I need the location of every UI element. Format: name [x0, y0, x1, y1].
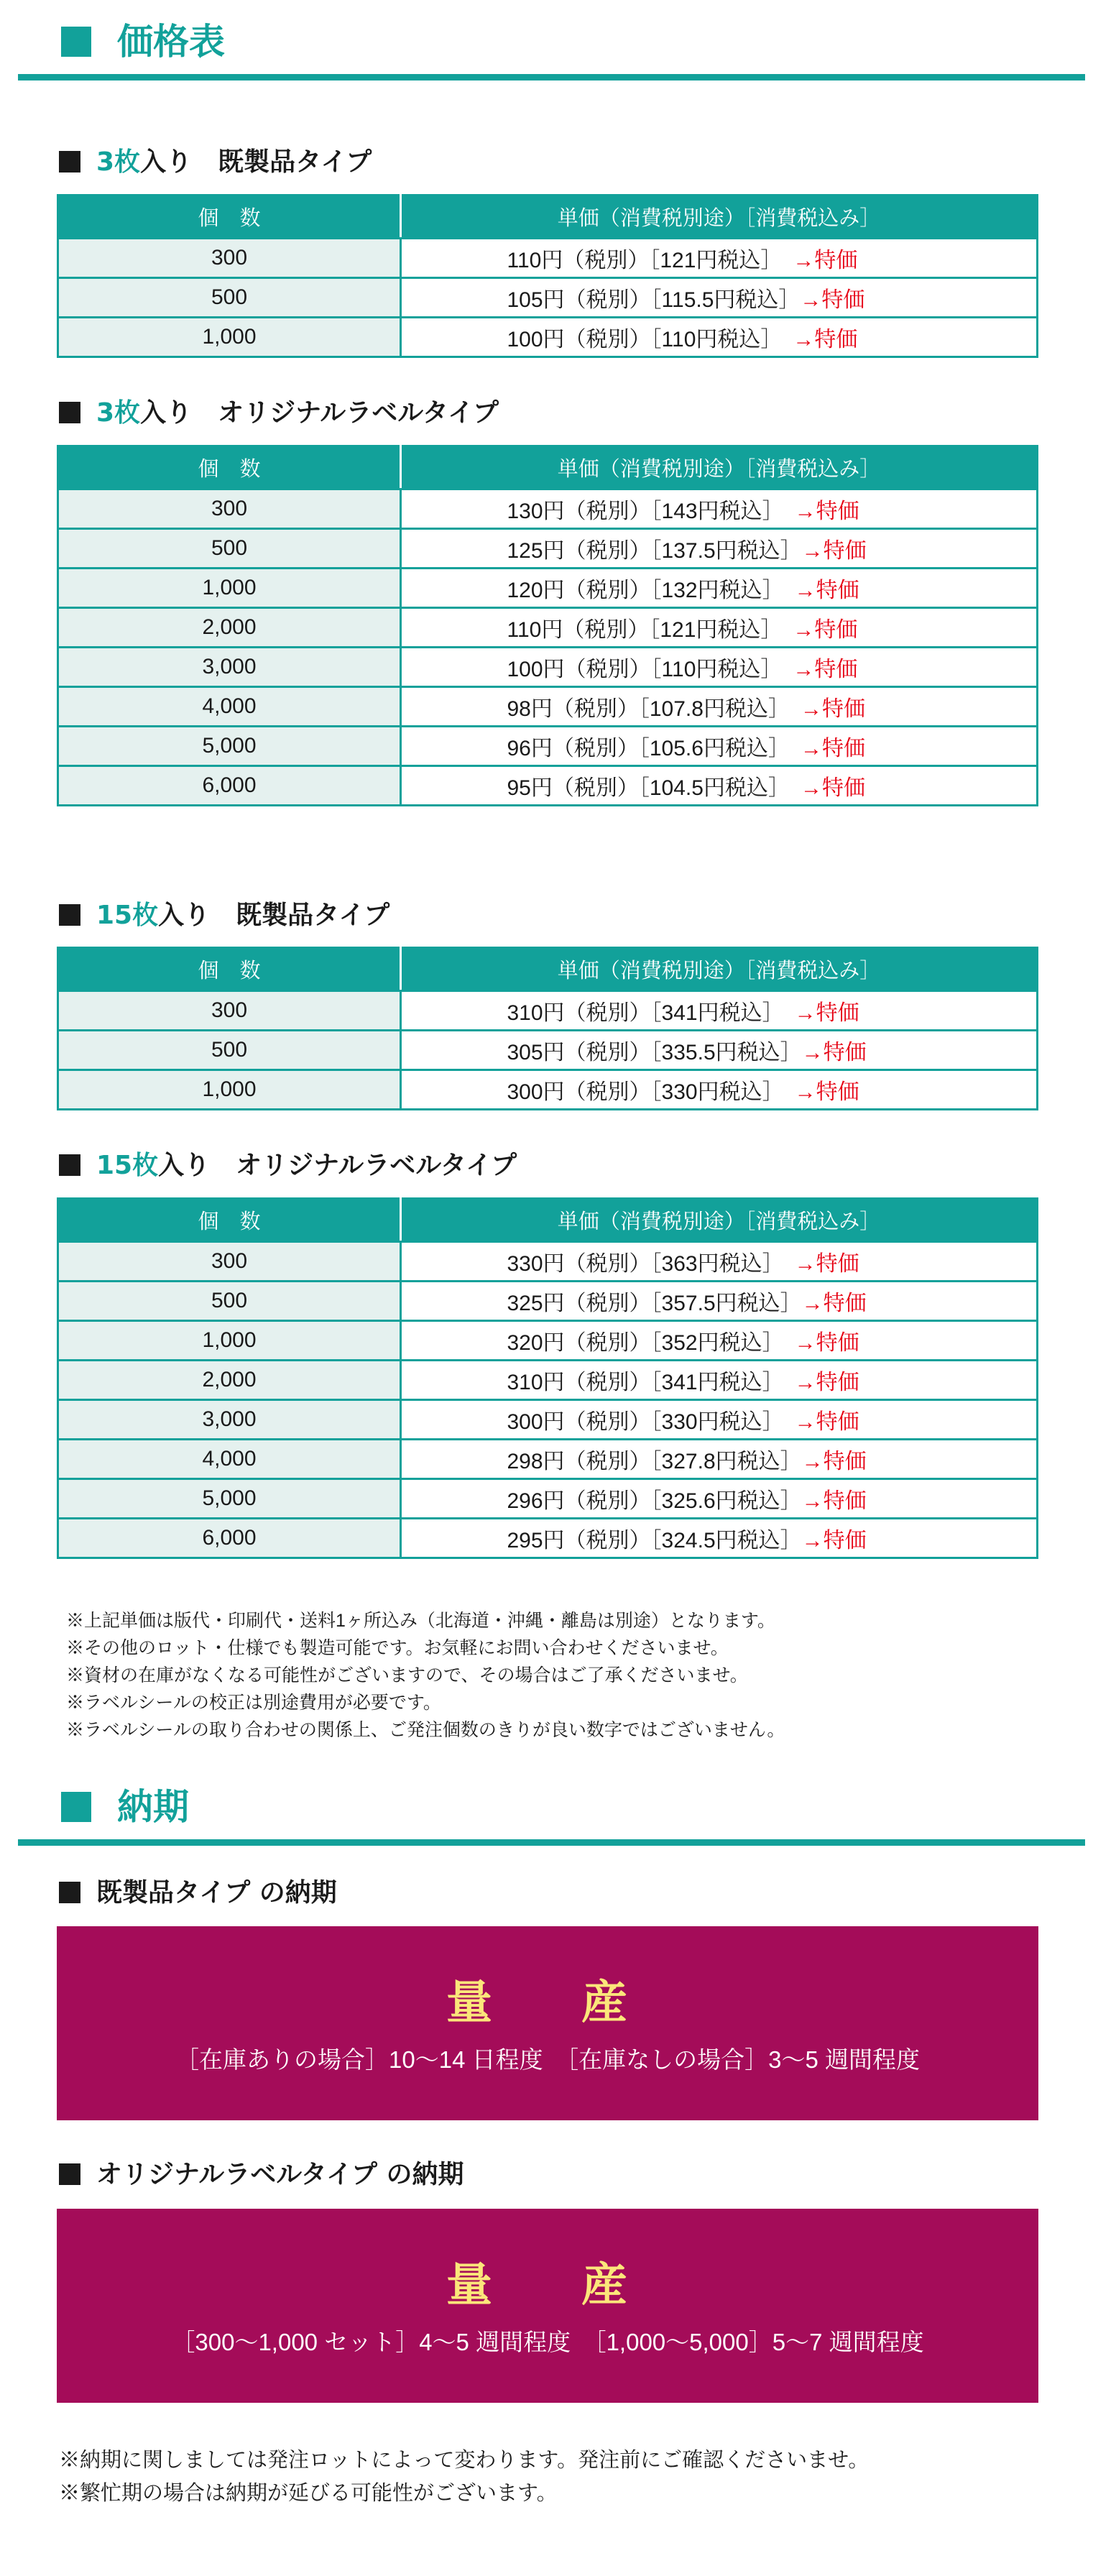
price-value: 96円（税別）［105.6円税込］ — [507, 737, 801, 760]
price-text-block — [507, 533, 931, 564]
price-section-header — [18, 10, 1085, 80]
price-cell — [401, 648, 1038, 687]
price-table — [57, 445, 1038, 806]
special-price-mark: →特価 — [794, 579, 859, 602]
price-value: 120円（税別）［132円税込］ — [507, 579, 795, 602]
special-price-mark: →特価 — [794, 1410, 859, 1434]
price-text-block — [507, 493, 931, 525]
qty-header: 個 数 — [58, 1199, 401, 1242]
price-value: 300円（税別）［330円税込］ — [507, 1410, 795, 1434]
table-header-row — [58, 1199, 1038, 1242]
delivery-section-header — [18, 1775, 1085, 1846]
price-cell — [401, 569, 1038, 608]
special-price-mark: →特価 — [794, 1001, 859, 1025]
price-text-block — [507, 1443, 931, 1475]
price-header: 単価（消費税別途）［消費税込み］ — [401, 1199, 1038, 1242]
qty-cell: 6,000 — [58, 1519, 401, 1558]
table-header-row — [58, 948, 1038, 991]
price-cell — [401, 1242, 1038, 1282]
special-price-mark: →特価 — [794, 1331, 859, 1355]
price-value: 325円（税別）［357.5円税込］ — [507, 1292, 802, 1315]
table-row — [58, 1242, 1038, 1282]
table-header-row — [58, 196, 1038, 239]
qty-header: 個 数 — [58, 196, 401, 239]
delivery-subtitle: 既製品タイプ の納期 — [59, 1873, 337, 1913]
price-cell — [401, 318, 1038, 357]
price-table — [57, 947, 1038, 1110]
table-row — [58, 1321, 1038, 1361]
price-value: 100円（税別）［110円税込］ — [507, 658, 793, 681]
price-cell — [401, 489, 1038, 529]
table-row — [58, 569, 1038, 608]
delivery-footnotes — [59, 2444, 869, 2510]
price-text-block — [507, 1325, 931, 1356]
table-row — [58, 1361, 1038, 1400]
qty-cell: 300 — [58, 1242, 401, 1282]
table-row — [58, 489, 1038, 529]
price-cell — [401, 1031, 1038, 1070]
price-text-block — [507, 1404, 931, 1435]
price-value: 110円（税別）［121円税込］ — [507, 618, 793, 642]
table-row — [58, 687, 1038, 727]
price-text-block — [507, 1246, 931, 1277]
price-value: 330円（税別）［363円税込］ — [507, 1252, 795, 1276]
special-price-mark: →特価 — [794, 500, 859, 523]
qty-cell: 1,000 — [58, 318, 401, 357]
section-square-icon — [61, 27, 91, 57]
price-value: 98円（税別）［107.8円税込］ — [507, 697, 801, 721]
qty-cell: 500 — [58, 529, 401, 569]
price-cell — [401, 1321, 1038, 1361]
section-square-icon — [61, 1792, 91, 1822]
price-cell — [401, 766, 1038, 806]
price-cell — [401, 687, 1038, 727]
price-text-block — [507, 691, 931, 722]
price-header: 単価（消費税別途）［消費税込み］ — [401, 948, 1038, 991]
subtitle-square-icon — [59, 1154, 80, 1176]
price-cell — [401, 727, 1038, 766]
price-value: 130円（税別）［143円税込］ — [507, 500, 795, 523]
price-cell — [401, 1400, 1038, 1440]
price-cell — [401, 1361, 1038, 1400]
price-table — [57, 194, 1038, 358]
qty-cell: 2,000 — [58, 608, 401, 648]
table-row — [58, 318, 1038, 357]
section-title: 納期 — [117, 1786, 189, 1828]
price-text-block — [507, 1483, 931, 1514]
qty-cell: 300 — [58, 489, 401, 529]
note-line: ※上記単価は版代・印刷代・送料1ヶ所込み（北海道・沖縄・離島は別途）となります。 — [66, 1611, 775, 1631]
qty-cell: 4,000 — [58, 1440, 401, 1479]
delivery-subtitle: オリジナルラベルタイプ の納期 — [59, 2155, 464, 2195]
price-table — [57, 1197, 1038, 1559]
qty-cell: 3,000 — [58, 1400, 401, 1440]
price-text-block — [507, 242, 931, 274]
price-value: 95円（税別）［104.5円税込］ — [507, 776, 801, 800]
price-text-block — [507, 995, 931, 1026]
table-subtitle: 3枚入り オリジナルラベルタイプ — [59, 393, 499, 433]
price-text-block — [507, 1285, 931, 1317]
subtitle-square-icon — [59, 402, 80, 423]
qty-cell: 500 — [58, 1282, 401, 1321]
table-row — [58, 1282, 1038, 1321]
qty-cell: 5,000 — [58, 727, 401, 766]
price-text-block — [507, 1074, 931, 1105]
special-price-mark: →特価 — [801, 1292, 867, 1315]
table-row — [58, 529, 1038, 569]
table-subtitle: 3枚入り 既製品タイプ — [59, 142, 372, 183]
special-price-mark: →特価 — [801, 1041, 867, 1064]
table-row — [58, 1519, 1038, 1558]
section-title: 価格表 — [117, 21, 225, 63]
price-cell — [401, 991, 1038, 1031]
price-notes — [66, 1607, 785, 1744]
special-price-mark: →特価 — [794, 1371, 859, 1394]
note-line: ※ラベルシールの取り合わせの関係上、ご発注個数のきりが良い数字ではございません。 — [66, 1720, 785, 1740]
table-row — [58, 1440, 1038, 1479]
price-value: 105円（税別）［115.5円税込］ — [507, 288, 801, 312]
qty-header: 個 数 — [58, 948, 401, 991]
special-price-mark: →特価 — [793, 249, 858, 272]
table-row — [58, 1479, 1038, 1519]
price-value: 305円（税別）［335.5円税込］ — [507, 1041, 802, 1064]
price-value: 295円（税別）［324.5円税込］ — [507, 1529, 802, 1552]
footnote-line: ※納期に関しましては発注ロットによって変わります。発注前にご確認くださいませ。 — [59, 2449, 870, 2472]
price-text-block — [507, 1034, 931, 1066]
table-header-row — [58, 446, 1038, 489]
price-text-block — [507, 282, 931, 313]
delivery-banner — [57, 2209, 1038, 2403]
qty-cell: 4,000 — [58, 687, 401, 727]
table-row — [58, 727, 1038, 766]
table-subtitle: 15枚入り オリジナルラベルタイプ — [59, 1146, 517, 1186]
special-price-mark: →特価 — [794, 1080, 859, 1104]
subtitle-square-icon — [59, 151, 80, 172]
subtitle-square-icon — [59, 904, 80, 926]
price-value: 298円（税別）［327.8円税込］ — [507, 1450, 802, 1473]
subtitle-square-icon — [59, 1882, 80, 1903]
price-text-block — [507, 770, 931, 801]
price-cell — [401, 1070, 1038, 1110]
special-price-mark: →特価 — [801, 539, 867, 563]
price-value: 310円（税別）［341円税込］ — [507, 1001, 795, 1025]
price-text-block — [507, 572, 931, 604]
price-value: 300円（税別）［330円税込］ — [507, 1080, 795, 1104]
special-price-mark: →特価 — [801, 1489, 867, 1513]
table-row — [58, 766, 1038, 806]
price-text-block — [507, 1522, 931, 1554]
note-line: ※その他のロット・仕様でも製造可能です。お気軽にお問い合わせくださいませ。 — [66, 1638, 729, 1658]
delivery-banner — [57, 1926, 1038, 2120]
price-cell — [401, 1282, 1038, 1321]
price-value: 110円（税別）［121円税込］ — [507, 249, 793, 272]
qty-cell: 5,000 — [58, 1479, 401, 1519]
price-value: 100円（税別）［110円税込］ — [507, 328, 793, 351]
price-cell — [401, 608, 1038, 648]
special-price-mark: →特価 — [800, 288, 865, 312]
banner-detail: ［300〜1,000 セット］4〜5 週間程度 ［1,000〜5,000］5〜7 週間程度 — [171, 2329, 924, 2355]
qty-cell: 500 — [58, 278, 401, 318]
special-price-mark: →特価 — [800, 697, 865, 721]
special-price-mark: →特価 — [801, 1529, 867, 1552]
qty-cell: 6,000 — [58, 766, 401, 806]
table-subtitle: 15枚入り 既製品タイプ — [59, 896, 389, 936]
price-text-block — [507, 321, 931, 353]
price-header: 単価（消費税別途）［消費税込み］ — [401, 446, 1038, 489]
special-price-mark: →特価 — [793, 618, 858, 642]
qty-cell: 300 — [58, 239, 401, 278]
table-row — [58, 1400, 1038, 1440]
price-text-block — [507, 612, 931, 643]
banner-title: 量 産 — [446, 1977, 649, 2028]
price-header: 単価（消費税別途）［消費税込み］ — [401, 196, 1038, 239]
price-cell — [401, 239, 1038, 278]
price-value: 320円（税別）［352円税込］ — [507, 1331, 795, 1355]
qty-cell: 500 — [58, 1031, 401, 1070]
special-price-mark: →特価 — [801, 1450, 867, 1473]
special-price-mark: →特価 — [800, 737, 865, 760]
price-cell — [401, 278, 1038, 318]
qty-cell: 1,000 — [58, 569, 401, 608]
price-cell — [401, 1519, 1038, 1558]
price-text-block — [507, 651, 931, 683]
table-row — [58, 1031, 1038, 1070]
table-row — [58, 991, 1038, 1031]
banner-title: 量 産 — [446, 2259, 649, 2311]
price-text-block — [507, 1364, 931, 1396]
price-cell — [401, 529, 1038, 569]
price-value: 310円（税別）［341円税込］ — [507, 1371, 795, 1394]
qty-cell: 2,000 — [58, 1361, 401, 1400]
price-value: 296円（税別）［325.6円税込］ — [507, 1489, 802, 1513]
qty-cell: 1,000 — [58, 1321, 401, 1361]
table-row — [58, 1070, 1038, 1110]
qty-header: 個 数 — [58, 446, 401, 489]
table-row — [58, 608, 1038, 648]
qty-cell: 1,000 — [58, 1070, 401, 1110]
price-cell — [401, 1440, 1038, 1479]
special-price-mark: →特価 — [800, 776, 865, 800]
table-row — [58, 278, 1038, 318]
note-line: ※ラベルシールの校正は別途費用が必要です。 — [66, 1693, 441, 1713]
price-cell — [401, 1479, 1038, 1519]
table-row — [58, 239, 1038, 278]
table-row — [58, 648, 1038, 687]
note-line: ※資材の在庫がなくなる可能性がございますので、その場合はご了承くださいませ。 — [66, 1665, 748, 1685]
qty-cell: 300 — [58, 991, 401, 1031]
subtitle-square-icon — [59, 2163, 80, 2185]
special-price-mark: →特価 — [793, 658, 858, 681]
special-price-mark: →特価 — [793, 328, 858, 351]
qty-cell: 3,000 — [58, 648, 401, 687]
footnote-line: ※繁忙期の場合は納期が延びる可能性がございます。 — [59, 2482, 558, 2505]
banner-detail: ［在庫ありの場合］10〜14 日程度 ［在庫なしの場合］3〜5 週間程度 — [175, 2046, 920, 2073]
price-value: 125円（税別）［137.5円税込］ — [507, 539, 802, 563]
price-text-block — [507, 730, 931, 762]
special-price-mark: →特価 — [794, 1252, 859, 1276]
